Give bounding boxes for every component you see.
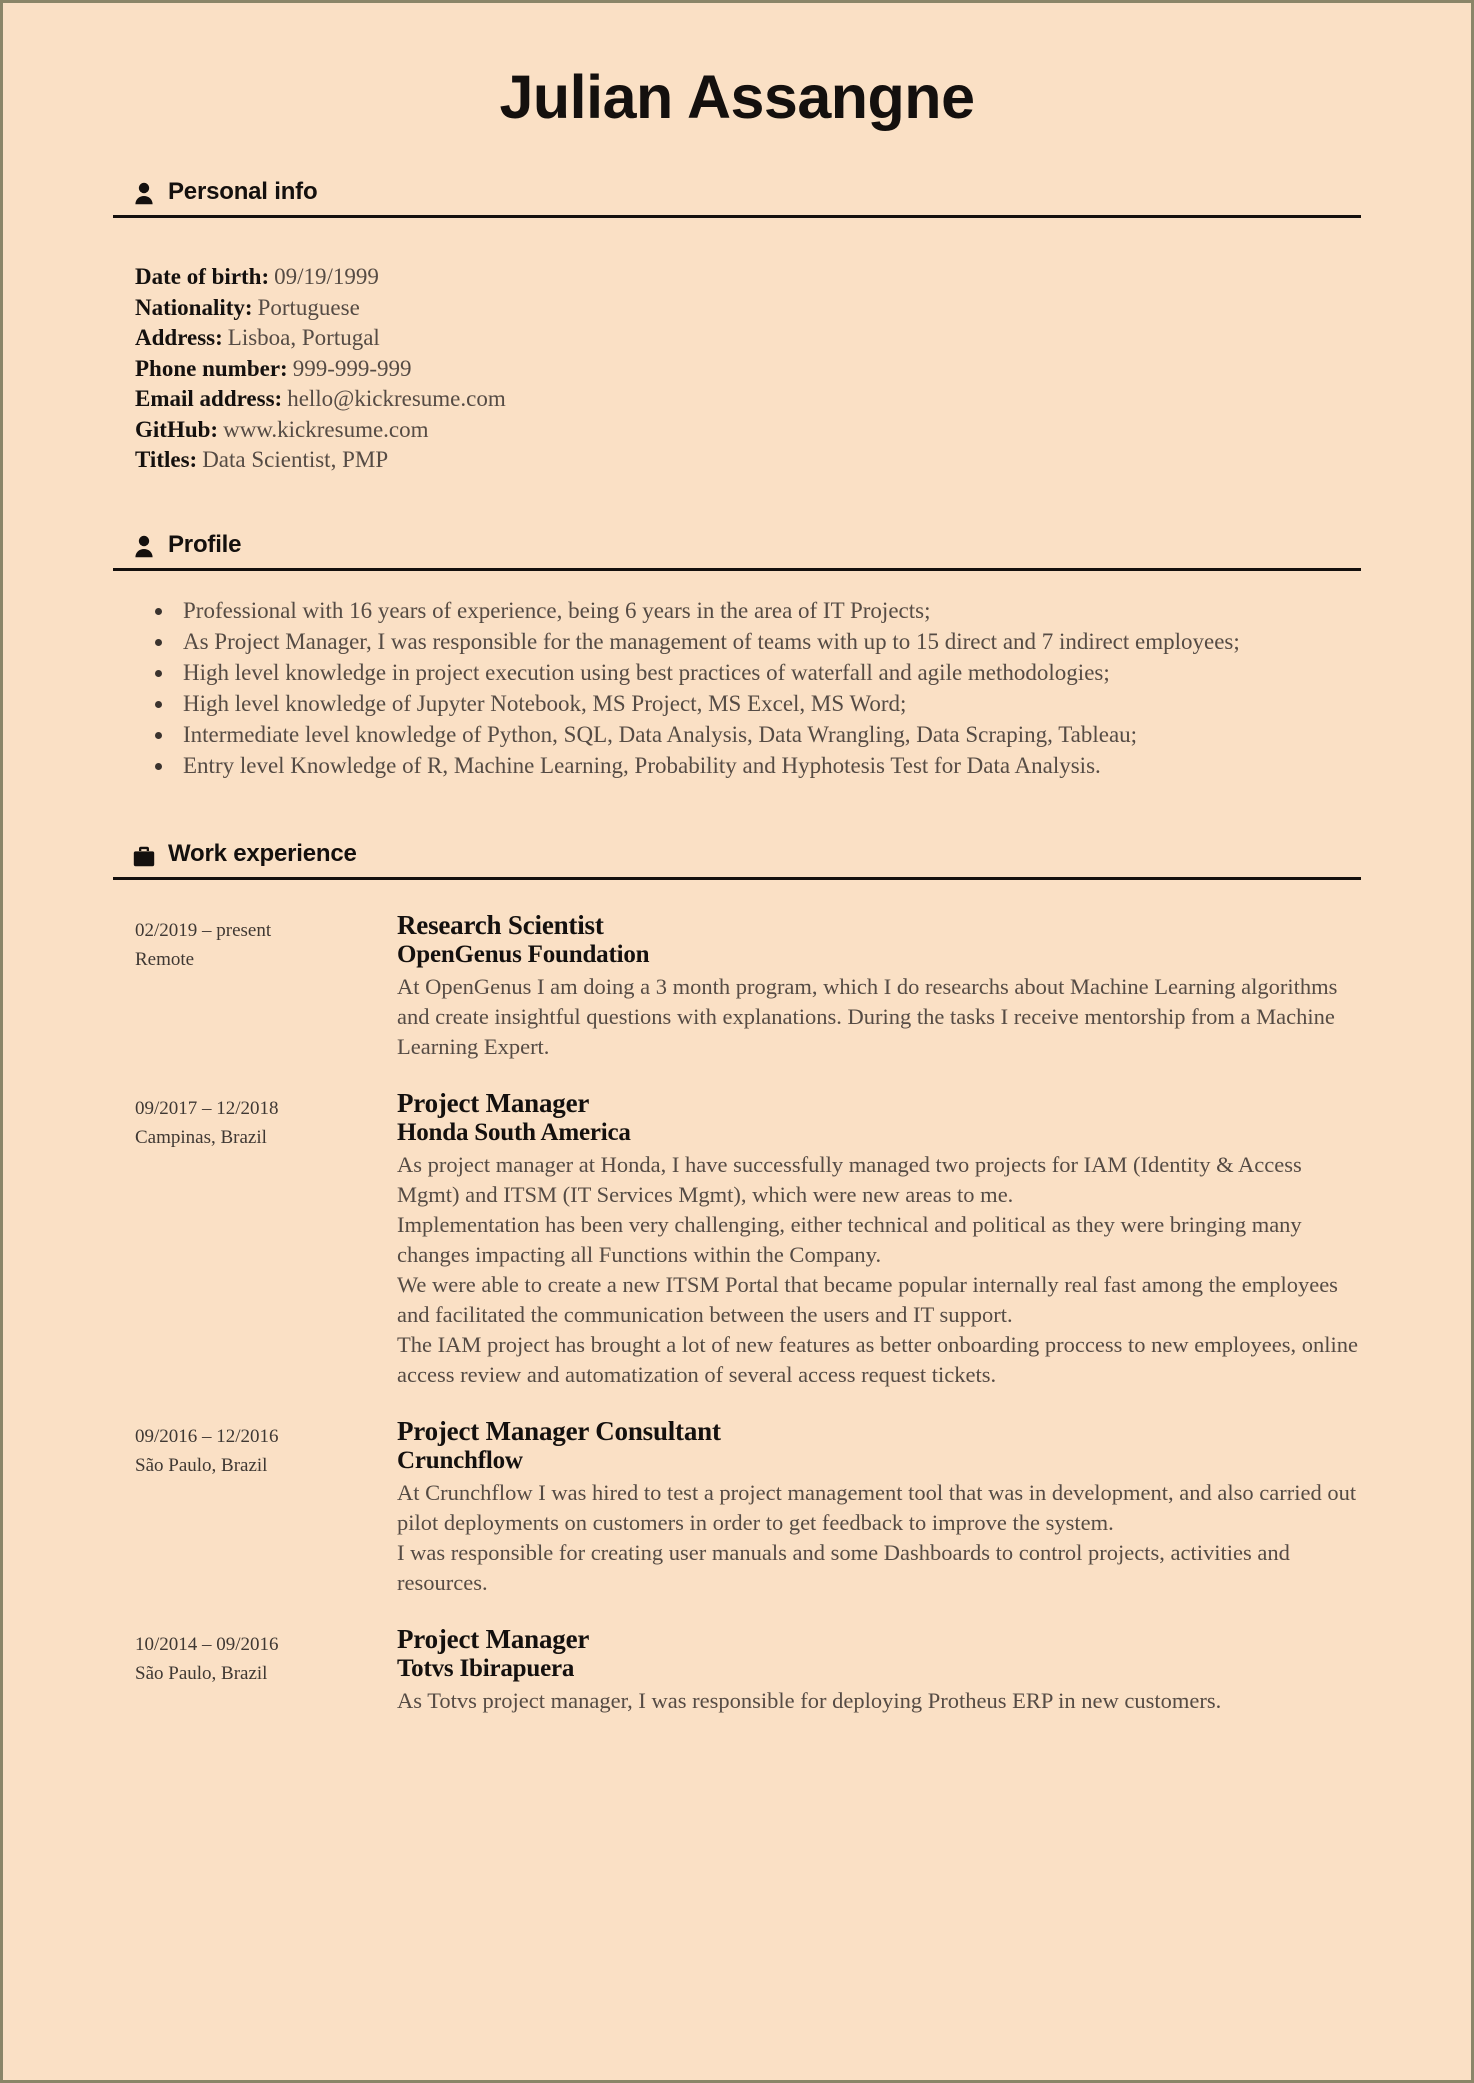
job-meta bbox=[135, 1088, 397, 1152]
github-link-value[interactable]: www.kickresume.com bbox=[223, 416, 429, 442]
job-title: Project Manager bbox=[397, 1623, 590, 1654]
job-entry bbox=[135, 910, 1361, 1062]
list-item: As Project Manager, I was responsible for the management of teams with up to 15 direct and 7 indirect employees; bbox=[143, 626, 1361, 657]
section-profile bbox=[113, 532, 1361, 781]
job-company: Crunchflow bbox=[397, 1446, 523, 1474]
field-label: Date of birth: bbox=[135, 264, 270, 290]
personal-info-row bbox=[135, 415, 1361, 446]
job-location: Campinas, Brazil bbox=[135, 1126, 267, 1148]
job-paragraph: As Totvs project manager, I was responsible for deploying Protheus ERP in new customers. bbox=[397, 1687, 1222, 1713]
job-date: 10/2014 – 09/2016 bbox=[135, 1633, 279, 1655]
field-value: 999-999-999 bbox=[292, 355, 412, 381]
job-body bbox=[397, 910, 1361, 1062]
job-title: Project Manager bbox=[397, 1087, 590, 1118]
field-value: Portuguese bbox=[257, 294, 360, 320]
job-paragraph: At OpenGenus I am doing a 3 month program, which I do researchs about Machine Learning algorithms and create insightful questions with explanations. During the tasks I receive mentorship from a Machine Learning Expert. bbox=[397, 973, 1338, 1059]
work-experience-list bbox=[113, 910, 1361, 1716]
list-item: High level knowledge of Jupyter Notebook, MS Project, MS Excel, MS Word; bbox=[143, 688, 1361, 719]
job-meta bbox=[135, 910, 397, 974]
section-header-profile bbox=[113, 532, 1361, 558]
person-icon bbox=[133, 532, 155, 558]
field-label: Phone number: bbox=[135, 355, 288, 381]
field-label: Titles: bbox=[135, 447, 198, 473]
list-item: High level knowledge in project execution using best practices of waterfall and agile methodologies; bbox=[143, 657, 1361, 688]
personal-info-row bbox=[135, 262, 1361, 293]
job-company: Honda South America bbox=[397, 1118, 631, 1146]
job-meta bbox=[135, 1624, 397, 1688]
page-title: Julian Assangne bbox=[499, 63, 975, 131]
section-title-profile: Profile bbox=[168, 530, 242, 558]
section-title-work-experience: Work experience bbox=[168, 839, 357, 867]
field-value: Lisboa, Portugal bbox=[227, 325, 380, 351]
field-label: Email address: bbox=[135, 386, 283, 412]
resume-content bbox=[3, 3, 1471, 2080]
job-description bbox=[397, 972, 1361, 1062]
job-company: Totvs Ibirapuera bbox=[397, 1654, 575, 1682]
job-company: OpenGenus Foundation bbox=[397, 940, 650, 968]
personal-info-row bbox=[135, 323, 1361, 354]
job-paragraph: Implementation has been very challenging, either technical and political as they were bringing many changes impacting all Functions within the Company. bbox=[397, 1211, 1302, 1267]
personal-info-row bbox=[135, 293, 1361, 324]
list-item: Professional with 16 years of experience, being 6 years in the area of IT Projects; bbox=[143, 595, 1361, 626]
job-paragraph: At Crunchflow I was hired to test a project management tool that was in development, and also carried out pilot deployments on customers in order to get feedback to improve the system. bbox=[397, 1479, 1357, 1535]
job-entry bbox=[135, 1088, 1361, 1390]
section-divider bbox=[113, 568, 1361, 571]
person-icon bbox=[133, 179, 155, 205]
job-date: 02/2019 – present bbox=[135, 919, 272, 941]
briefcase-icon bbox=[133, 841, 155, 867]
job-date: 09/2016 – 12/2016 bbox=[135, 1425, 279, 1447]
job-body bbox=[397, 1624, 1361, 1716]
job-paragraph: The IAM project has brought a lot of new features as better onboarding proccess to new employees, online access review and automatization of several access request tickets. bbox=[397, 1331, 1358, 1387]
job-date: 09/2017 – 12/2018 bbox=[135, 1097, 279, 1119]
field-value: Data Scientist, PMP bbox=[202, 447, 389, 473]
job-paragraph: We were able to create a new ITSM Portal that became popular internally real fast among the employees and facilitated the communication between the users and IT support. bbox=[397, 1271, 1338, 1327]
job-title: Research Scientist bbox=[397, 909, 604, 940]
section-divider bbox=[113, 877, 1361, 880]
section-personal-info bbox=[113, 179, 1361, 476]
job-description bbox=[397, 1478, 1361, 1598]
job-title: Project Manager Consultant bbox=[397, 1415, 721, 1446]
personal-info-list bbox=[113, 262, 1361, 476]
job-entry bbox=[135, 1416, 1361, 1598]
job-paragraph: As project manager at Honda, I have successfully managed two projects for IAM (Identity & Access Mgmt) and ITSM (IT Services Mgmt), which were new areas to me. bbox=[397, 1151, 1302, 1207]
field-label: Address: bbox=[135, 325, 223, 351]
personal-info-row bbox=[135, 384, 1361, 415]
job-paragraph: I was responsible for creating user manuals and some Dashboards to control projects, activities and resources. bbox=[397, 1539, 1290, 1595]
section-title-personal-info: Personal info bbox=[168, 178, 318, 206]
job-meta bbox=[135, 1416, 397, 1480]
section-work-experience bbox=[113, 841, 1361, 1716]
job-entry bbox=[135, 1624, 1361, 1716]
job-location: São Paulo, Brazil bbox=[135, 1454, 268, 1476]
job-body bbox=[397, 1416, 1361, 1598]
job-description bbox=[397, 1686, 1361, 1716]
section-divider bbox=[113, 215, 1361, 218]
field-value: 09/19/1999 bbox=[274, 264, 379, 290]
list-item: Intermediate level knowledge of Python, SQL, Data Analysis, Data Wrangling, Data Scraping, Tableau; bbox=[143, 719, 1361, 750]
job-location: São Paulo, Brazil bbox=[135, 1662, 268, 1684]
personal-info-row bbox=[135, 445, 1361, 476]
job-description bbox=[397, 1150, 1361, 1390]
section-header-work-experience bbox=[113, 841, 1361, 867]
job-location: Remote bbox=[135, 948, 195, 970]
profile-bullet-list bbox=[113, 595, 1361, 781]
section-header-personal-info bbox=[113, 179, 1361, 205]
job-body bbox=[397, 1088, 1361, 1390]
list-item: Entry level Knowledge of R, Machine Learning, Probability and Hyphotesis Test for Data Analysis. bbox=[143, 750, 1361, 781]
personal-info-row bbox=[135, 354, 1361, 385]
email-value[interactable]: hello@kickresume.com bbox=[287, 386, 506, 412]
field-label: Nationality: bbox=[135, 294, 253, 320]
field-label: GitHub: bbox=[135, 416, 219, 442]
